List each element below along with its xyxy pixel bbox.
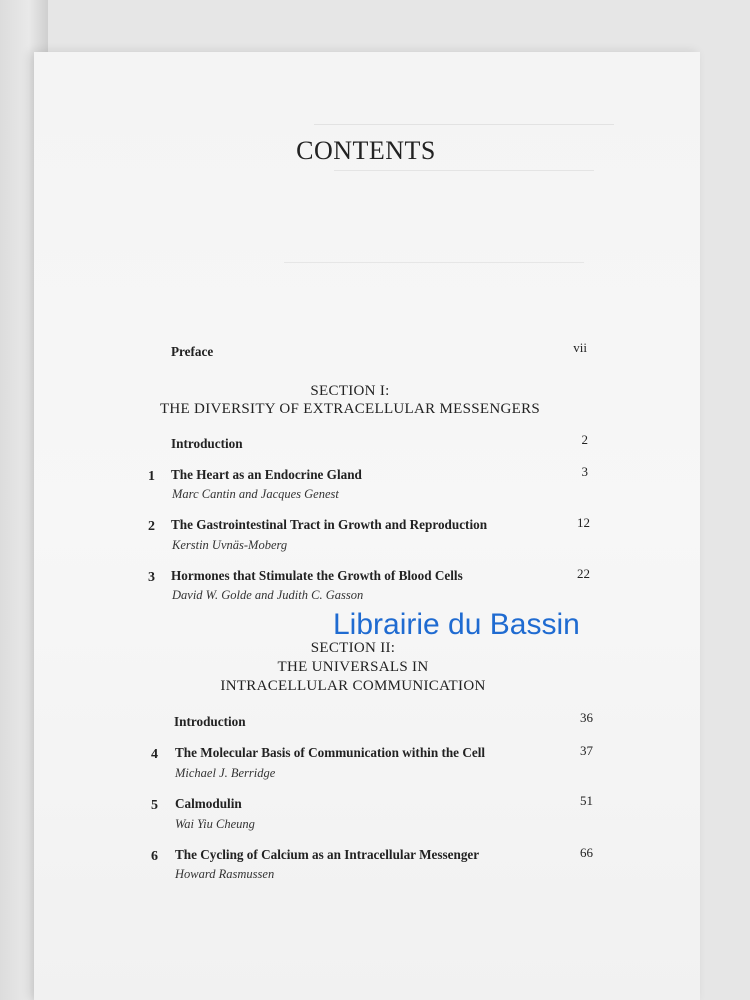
chapter-author: David W. Golde and Judith C. Gasson — [172, 588, 364, 602]
show-through-lines — [314, 124, 614, 126]
chapter-page: 12 — [577, 515, 590, 530]
show-through-lines — [334, 170, 594, 172]
chapter-author: Howard Rasmussen — [175, 867, 275, 881]
section-intro-page: 2 — [581, 432, 588, 447]
preface-title: Preface — [171, 344, 214, 359]
watermark: Librairie du Bassin — [333, 608, 580, 641]
section-heading-line: INTRACELLULAR COMMUNICATION — [220, 678, 486, 694]
show-through-lines — [284, 262, 584, 264]
section-heading-line: SECTION I: — [310, 383, 390, 399]
chapter-page: 37 — [580, 743, 593, 758]
chapter-title: The Molecular Basis of Communication within the Cell — [175, 745, 486, 760]
chapter-page: 3 — [581, 464, 588, 479]
chapter-title: Calmodulin — [175, 796, 242, 811]
section-intro-title: Introduction — [171, 436, 243, 451]
page-title: CONTENTS — [296, 136, 436, 165]
chapter-title: The Heart as an Endocrine Gland — [171, 467, 362, 482]
chapter-author: Kerstin Uvnäs-Moberg — [172, 538, 288, 552]
chapter-title: Hormones that Stimulate the Growth of Blood Cells — [171, 568, 463, 583]
chapter-title: The Gastrointestinal Tract in Growth and Reproduction — [171, 517, 488, 532]
chapter-number: 6 — [151, 849, 158, 864]
section-heading-line: THE UNIVERSALS IN — [277, 659, 429, 675]
chapter-page: 22 — [577, 566, 590, 581]
section-intro-title: Introduction — [174, 714, 246, 729]
chapter-number: 4 — [151, 747, 158, 762]
section-intro-page: 36 — [580, 710, 593, 725]
preface-page: vii — [573, 340, 587, 355]
chapter-page: 66 — [580, 845, 593, 860]
section-heading-line: SECTION II: — [310, 640, 396, 656]
section-heading-line: THE DIVERSITY OF EXTRACELLULAR MESSENGERS — [159, 401, 541, 417]
chapter-author: Wai Yiu Cheung — [175, 817, 255, 831]
chapter-number: 5 — [151, 798, 158, 813]
chapter-number: 1 — [148, 469, 155, 484]
chapter-page: 51 — [580, 793, 593, 808]
chapter-author: Michael J. Berridge — [175, 766, 276, 780]
chapter-number: 2 — [148, 519, 155, 534]
chapter-number: 3 — [148, 570, 155, 585]
chapter-title: The Cycling of Calcium as an Intracellular Messenger — [175, 847, 480, 862]
chapter-author: Marc Cantin and Jacques Genest — [172, 487, 339, 501]
